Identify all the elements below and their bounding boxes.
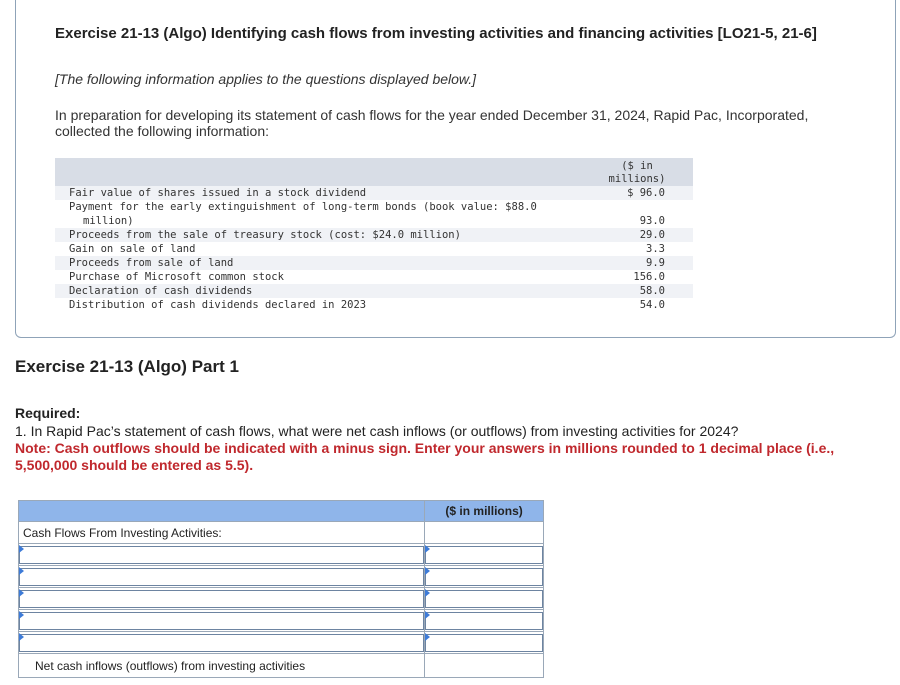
answer-label-cell	[19, 632, 425, 654]
answer-table	[18, 500, 544, 678]
dropdown-marker-icon	[425, 567, 430, 575]
answer-input-row	[19, 632, 544, 654]
info-row	[55, 228, 693, 242]
answer-label-cell	[19, 544, 425, 566]
info-row-desc	[69, 298, 693, 312]
answer-input-row	[19, 566, 544, 588]
answer-label-cell	[19, 566, 425, 588]
info-row	[55, 270, 693, 284]
info-row-value: $ 96.0	[627, 187, 665, 199]
required-note: Note: Cash outflows should be indicated with a minus sign. Enter your answers in millions rounded to 1 decimal place (i.e., 5,500,000 should be entered as 5.5).	[15, 440, 835, 473]
info-row-value: 9.9	[646, 257, 665, 269]
answer-header-row	[19, 501, 544, 522]
info-row-desc-text: Gain on sale of land	[69, 243, 196, 255]
answer-label-cell	[19, 588, 425, 610]
info-table-header	[55, 158, 693, 186]
info-row-value: 58.0	[639, 285, 665, 297]
answer-label-cell	[19, 610, 425, 632]
dropdown-marker-icon	[425, 611, 430, 619]
answer-input-row	[19, 588, 544, 610]
info-row-desc-text: Declaration of cash dividends	[69, 285, 253, 297]
info-row	[55, 186, 693, 200]
part-title: Exercise 21-13 (Algo) Part 1	[15, 357, 239, 376]
answer-header-blank	[19, 501, 425, 522]
info-row-desc-text: Distribution of cash dividends declared in 2023	[69, 299, 367, 311]
info-row-desc	[69, 228, 693, 242]
info-row-desc	[69, 242, 693, 256]
info-row-desc	[69, 270, 693, 284]
answer-label-input[interactable]	[19, 546, 424, 564]
dropdown-marker-icon	[19, 567, 24, 575]
answer-label-input[interactable]	[19, 568, 424, 586]
required-label: Required:	[15, 405, 81, 421]
info-row-desc	[69, 284, 693, 298]
info-row	[55, 284, 693, 298]
total-value-cell	[425, 654, 544, 678]
info-row	[55, 200, 693, 228]
dropdown-marker-icon	[19, 611, 24, 619]
section-label: Cash Flows From Investing Activities:	[19, 522, 425, 544]
dropdown-marker-icon	[425, 633, 430, 641]
applies-note: [The following information applies to the questions displayed below.]	[55, 71, 477, 87]
answer-amount-input[interactable]	[425, 568, 543, 586]
total-row	[19, 654, 544, 678]
section-label-row	[19, 522, 544, 544]
intro-text: In preparation for developing its statement of cash flows for the year ended December 31, 2024, Rapid Pac, Incorporated, collected the following information:	[55, 107, 809, 139]
answer-amount-input[interactable]	[425, 546, 543, 564]
info-row-desc-text: Proceeds from the sale of treasury stock (cost: $24.0 million)	[69, 229, 461, 241]
info-row	[55, 242, 693, 256]
info-table	[55, 158, 693, 312]
unit-header: ($ in millions)	[608, 160, 666, 185]
total-label: Net cash inflows (outflows) from investing activities	[19, 654, 425, 678]
info-row-desc	[69, 200, 693, 228]
answer-label-input[interactable]	[19, 634, 424, 652]
required-question: 1. In Rapid Pac’s statement of cash flows, what were net cash inflows (or outflows) from investing activities for 2024?	[15, 423, 739, 439]
answer-input-row	[19, 610, 544, 632]
answer-col-header: ($ in millions)	[425, 501, 544, 522]
info-row-desc-text: Proceeds from sale of land	[69, 257, 234, 269]
answer-amount-cell	[425, 610, 544, 632]
info-row-desc	[69, 186, 693, 200]
answer-label-input[interactable]	[19, 590, 424, 608]
answer-amount-input[interactable]	[425, 590, 543, 608]
info-row-value: 3.3	[646, 243, 665, 255]
info-row	[55, 256, 693, 270]
dropdown-marker-icon	[19, 633, 24, 641]
dropdown-marker-icon	[425, 545, 430, 553]
dropdown-marker-icon	[425, 589, 430, 597]
answer-amount-cell	[425, 544, 544, 566]
answer-amount-cell	[425, 588, 544, 610]
section-label-amount-cell	[425, 522, 544, 544]
dropdown-marker-icon	[19, 545, 24, 553]
answer-input-row	[19, 544, 544, 566]
answer-amount-cell	[425, 632, 544, 654]
info-row-desc-cont: million)	[83, 215, 134, 227]
info-row-desc	[69, 256, 693, 270]
answer-amount-cell	[425, 566, 544, 588]
answer-amount-input[interactable]	[425, 612, 543, 630]
answer-amount-input[interactable]	[425, 634, 543, 652]
info-row-value: 156.0	[633, 271, 665, 283]
info-row-desc-text: Purchase of Microsoft common stock	[69, 271, 284, 283]
exercise-title: Exercise 21-13 (Algo) Identifying cash flows from investing activities and financing activities [LO21-5, 21-6]	[55, 25, 817, 42]
info-row-desc-text: Payment for the early extinguishment of long-term bonds (book value: $88.0	[69, 201, 537, 213]
info-row-value: 93.0	[639, 215, 665, 227]
dropdown-marker-icon	[19, 589, 24, 597]
answer-label-input[interactable]	[19, 612, 424, 630]
info-row-desc-text: Fair value of shares issued in a stock dividend	[69, 187, 367, 199]
info-row-value: 29.0	[639, 229, 665, 241]
info-row	[55, 298, 693, 312]
info-row-value: 54.0	[639, 299, 665, 311]
